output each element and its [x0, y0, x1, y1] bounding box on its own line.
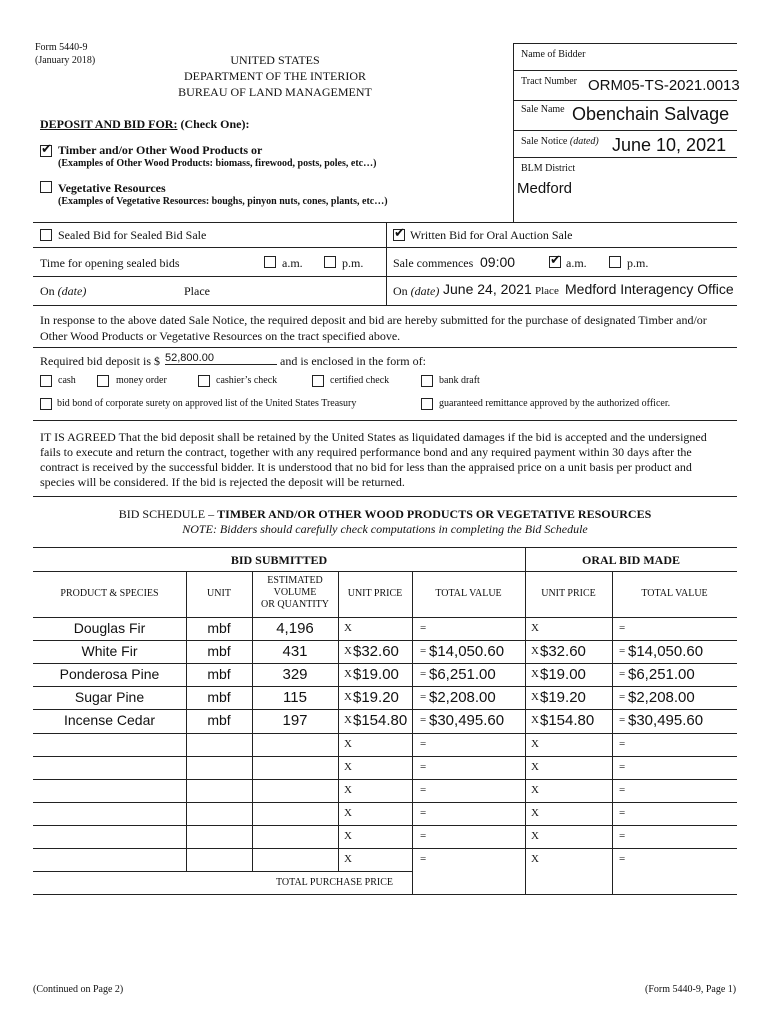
- sale-name-label: Sale Name: [521, 104, 565, 115]
- total-value-cell[interactable]: $30,495.60: [429, 712, 505, 729]
- oral-total-value-cell[interactable]: $14,050.60: [628, 643, 704, 660]
- equals-sign: =: [420, 738, 427, 750]
- deposit-heading-suffix: (Check One):: [180, 117, 250, 131]
- species-cell[interactable]: White Fir: [81, 643, 138, 659]
- page-footer: (Form 5440-9, Page 1): [645, 984, 737, 995]
- sealed-place-label: Place: [184, 284, 210, 298]
- guaranteed-label: guaranteed remittance approved by the authorized officer.: [439, 398, 671, 409]
- required-deposit-label: Required bid deposit is $: [40, 354, 160, 368]
- multiply-sign: X: [344, 807, 352, 819]
- bid-bond-label: bid bond of corporate surety on approved list of the United States Treasury: [57, 398, 357, 409]
- sealed-pm-checkbox[interactable]: [324, 256, 336, 268]
- col-volume-header-1: ESTIMATED: [267, 575, 323, 586]
- unit-price-cell[interactable]: $32.60: [353, 643, 399, 660]
- cash-checkbox[interactable]: [40, 375, 52, 387]
- multiply-sign: X: [344, 622, 352, 634]
- written-bid-label: Written Bid for Oral Auction Sale: [410, 228, 573, 242]
- multiply-sign: X: [531, 784, 539, 796]
- sealed-am-checkbox[interactable]: [264, 256, 276, 268]
- commence-pm-label: p.m.: [627, 256, 649, 270]
- veg-examples: (Examples of Vegetative Resources: boughs, pinyon nuts, cones, plants, etc…): [58, 196, 388, 207]
- species-cell[interactable]: Ponderosa Pine: [59, 666, 160, 682]
- schedule-title: TIMBER AND/OR OTHER WOOD PRODUCTS OR VEGETATIVE RESOURCES: [217, 507, 652, 521]
- sealed-bid-checkbox[interactable]: [40, 229, 52, 241]
- agency-line-2: DEPARTMENT OF THE INTERIOR: [183, 69, 367, 83]
- oral-total-value-cell[interactable]: $6,251.00: [628, 666, 695, 683]
- sealed-date-italic: (date): [57, 284, 87, 298]
- equals-sign: =: [619, 645, 626, 657]
- oral-date-field[interactable]: June 24, 2021: [443, 281, 532, 297]
- equals-sign: =: [420, 830, 427, 842]
- col-unit-header: UNIT: [207, 588, 231, 599]
- equals-sign: =: [619, 714, 626, 726]
- multiply-sign: X: [344, 714, 352, 726]
- equals-sign: =: [619, 807, 626, 819]
- equals-sign: =: [619, 784, 626, 796]
- unit-price-cell[interactable]: $19.00: [353, 666, 399, 683]
- equals-sign: =: [619, 691, 626, 703]
- multiply-sign: X: [531, 738, 539, 750]
- cashiers-check-checkbox[interactable]: [198, 375, 210, 387]
- col-volume-header-2: VOLUME: [273, 587, 317, 598]
- sale-name-field[interactable]: Obenchain Salvage: [572, 104, 730, 124]
- equals-sign: =: [619, 738, 626, 750]
- multiply-sign: X: [531, 853, 539, 865]
- oral-place-label: Place: [535, 285, 559, 297]
- volume-cell[interactable]: 4,196: [276, 620, 314, 637]
- species-cell[interactable]: Sugar Pine: [74, 689, 145, 705]
- unit-price-cell[interactable]: $154.80: [353, 712, 408, 729]
- guaranteed-checkbox[interactable]: [421, 398, 433, 410]
- equals-sign: =: [619, 830, 626, 842]
- commence-am-checkbox[interactable]: [549, 256, 561, 268]
- sale-notice-field[interactable]: June 10, 2021: [612, 135, 727, 155]
- equals-sign: =: [420, 807, 427, 819]
- bank-draft-label: bank draft: [439, 375, 480, 386]
- multiply-sign: X: [531, 691, 539, 703]
- cash-label: cash: [58, 375, 76, 386]
- multiply-sign: X: [344, 691, 352, 703]
- multiply-sign: X: [344, 853, 352, 865]
- certified-check-checkbox[interactable]: [312, 375, 324, 387]
- sale-commences-field[interactable]: 09:00: [480, 254, 516, 270]
- col-product-header: PRODUCT & SPECIES: [60, 588, 159, 599]
- equals-sign: =: [619, 622, 626, 634]
- multiply-sign: X: [531, 761, 539, 773]
- multiply-sign: X: [344, 645, 352, 657]
- equals-sign: =: [619, 668, 626, 680]
- volume-cell[interactable]: 115: [283, 689, 307, 706]
- bank-draft-checkbox[interactable]: [421, 375, 433, 387]
- sale-notice-dated: (dated): [569, 136, 599, 147]
- unit-cell[interactable]: mbf: [207, 666, 231, 682]
- unit-cell[interactable]: mbf: [207, 689, 231, 705]
- bid-submitted-header: BID SUBMITTED: [230, 553, 328, 567]
- multiply-sign: X: [531, 622, 539, 634]
- certified-check-label: certified check: [330, 375, 390, 386]
- multiply-sign: X: [344, 668, 352, 680]
- multiply-sign: X: [344, 784, 352, 796]
- sealed-bid-label: Sealed Bid for Sealed Bid Sale: [58, 228, 207, 242]
- sale-commences-label: Sale commences: [393, 256, 474, 270]
- multiply-sign: X: [344, 738, 352, 750]
- total-value-cell[interactable]: $14,050.60: [429, 643, 505, 660]
- unit-cell[interactable]: mbf: [207, 712, 231, 728]
- continued-note: (Continued on Page 2): [33, 984, 124, 995]
- total-purchase-label: TOTAL PURCHASE PRICE: [276, 877, 393, 888]
- species-cell[interactable]: Douglas Fir: [73, 620, 146, 636]
- commence-am-label: a.m.: [566, 256, 587, 270]
- agreement-paragraph: IT IS AGREED That the bid deposit shall be retained by the United States as liquidated damages if the bid is accepted and the undersigned fails to execute and return the contract, together with any required performance bond and any required payment within 30 days after the contract is received by the successful bidder. It is understood that no bid for less than the appraised price on a unit basis per product and species will be considered. If the bid is rejected the deposit will be returned.: [40, 430, 707, 489]
- multiply-sign: X: [531, 668, 539, 680]
- unit-cell[interactable]: mbf: [207, 643, 231, 659]
- equals-sign: =: [619, 853, 626, 865]
- oral-unit-price-cell[interactable]: $32.60: [540, 643, 586, 660]
- oral-unit-price-cell[interactable]: $154.80: [540, 712, 595, 729]
- bid-bond-checkbox[interactable]: [40, 398, 52, 410]
- timber-examples: (Examples of Other Wood Products: biomass, firewood, posts, poles, etc…): [58, 158, 377, 169]
- veg-checkbox[interactable]: [40, 181, 52, 193]
- sealed-on-label: On: [40, 284, 55, 298]
- agency-line-3: BUREAU OF LAND MANAGEMENT: [178, 85, 372, 99]
- equals-sign: =: [619, 761, 626, 773]
- oral-unit-price-cell[interactable]: $19.20: [540, 689, 586, 706]
- tract-label: Tract Number: [521, 76, 578, 87]
- agency-line-1: UNITED STATES: [230, 53, 320, 67]
- form-number: Form 5440-9: [35, 42, 88, 53]
- equals-sign: =: [420, 691, 427, 703]
- equals-sign: =: [420, 784, 427, 796]
- schedule-title-prefix: BID SCHEDULE –: [118, 507, 218, 521]
- schedule-note: NOTE: Bidders should carefully check computations in completing the Bid Schedule: [182, 522, 588, 536]
- sealed-am-label: a.m.: [282, 256, 303, 270]
- unit-price-cell[interactable]: $19.20: [353, 689, 399, 706]
- total-value-cell[interactable]: $2,208.00: [429, 689, 496, 706]
- volume-cell[interactable]: 431: [282, 643, 308, 660]
- timber-label: Timber and/or Other Wood Products or: [58, 143, 263, 157]
- col-volume-header-3: OR QUANTITY: [260, 599, 330, 610]
- response-paragraph: In response to the above dated Sale Notice, the required deposit and bid are hereby submitted for the purchase of designated Timber and/or Other Wood Products or Vegetative Resources on the tract specified above.: [40, 313, 707, 343]
- bidder-label: Name of Bidder: [521, 49, 586, 60]
- form-date: (January 2018): [35, 55, 96, 66]
- multiply-sign: X: [531, 714, 539, 726]
- multiply-sign: X: [531, 807, 539, 819]
- district-label: BLM District: [521, 163, 576, 174]
- oral-total-value-cell[interactable]: $2,208.00: [628, 689, 695, 706]
- sealed-pm-label: p.m.: [342, 256, 364, 270]
- commence-pm-checkbox[interactable]: [609, 256, 621, 268]
- enclosed-label: and is enclosed in the form of:: [280, 354, 426, 368]
- timber-checkbox[interactable]: [40, 145, 52, 157]
- equals-sign: =: [420, 853, 427, 865]
- multiply-sign: X: [531, 645, 539, 657]
- time-opening-label: Time for opening sealed bids: [40, 256, 180, 270]
- multiply-sign: X: [344, 830, 352, 842]
- unit-cell[interactable]: mbf: [207, 620, 231, 636]
- volume-cell[interactable]: 197: [282, 712, 308, 729]
- equals-sign: =: [420, 645, 427, 657]
- equals-sign: =: [420, 761, 427, 773]
- deposit-heading: DEPOSIT AND BID FOR:: [40, 117, 178, 131]
- oral-bid-header: ORAL BID MADE: [581, 553, 680, 567]
- col-oral-unit-price-header: UNIT PRICE: [541, 588, 596, 599]
- volume-cell[interactable]: 329: [282, 666, 308, 683]
- equals-sign: =: [420, 668, 427, 680]
- oral-date-italic: (date): [410, 284, 440, 298]
- district-field[interactable]: Medford: [517, 180, 573, 197]
- required-deposit-field[interactable]: 52,800.00: [165, 352, 277, 365]
- written-bid-checkbox[interactable]: [393, 229, 405, 241]
- oral-total-value-cell[interactable]: $30,495.60: [628, 712, 704, 729]
- multiply-sign: X: [531, 830, 539, 842]
- oral-on-label: On: [393, 284, 408, 298]
- oral-place-field[interactable]: Medford Interagency Office: [565, 281, 734, 297]
- money-order-label: money order: [116, 375, 167, 386]
- tract-field[interactable]: ORM05-TS-2021.0013: [588, 77, 740, 94]
- col-total-header: TOTAL VALUE: [435, 588, 502, 599]
- money-order-checkbox[interactable]: [97, 375, 109, 387]
- multiply-sign: X: [344, 761, 352, 773]
- equals-sign: =: [420, 622, 427, 634]
- col-unit-price-header: UNIT PRICE: [347, 588, 403, 599]
- cashiers-check-label: cashier’s check: [216, 375, 278, 386]
- sale-notice-label: Sale Notice: [521, 136, 568, 147]
- equals-sign: =: [420, 714, 427, 726]
- total-value-cell[interactable]: $6,251.00: [429, 666, 496, 683]
- species-cell[interactable]: Incense Cedar: [63, 712, 156, 728]
- col-oral-total-header: TOTAL VALUE: [641, 588, 708, 599]
- oral-unit-price-cell[interactable]: $19.00: [540, 666, 586, 683]
- veg-label: Vegetative Resources: [58, 181, 166, 195]
